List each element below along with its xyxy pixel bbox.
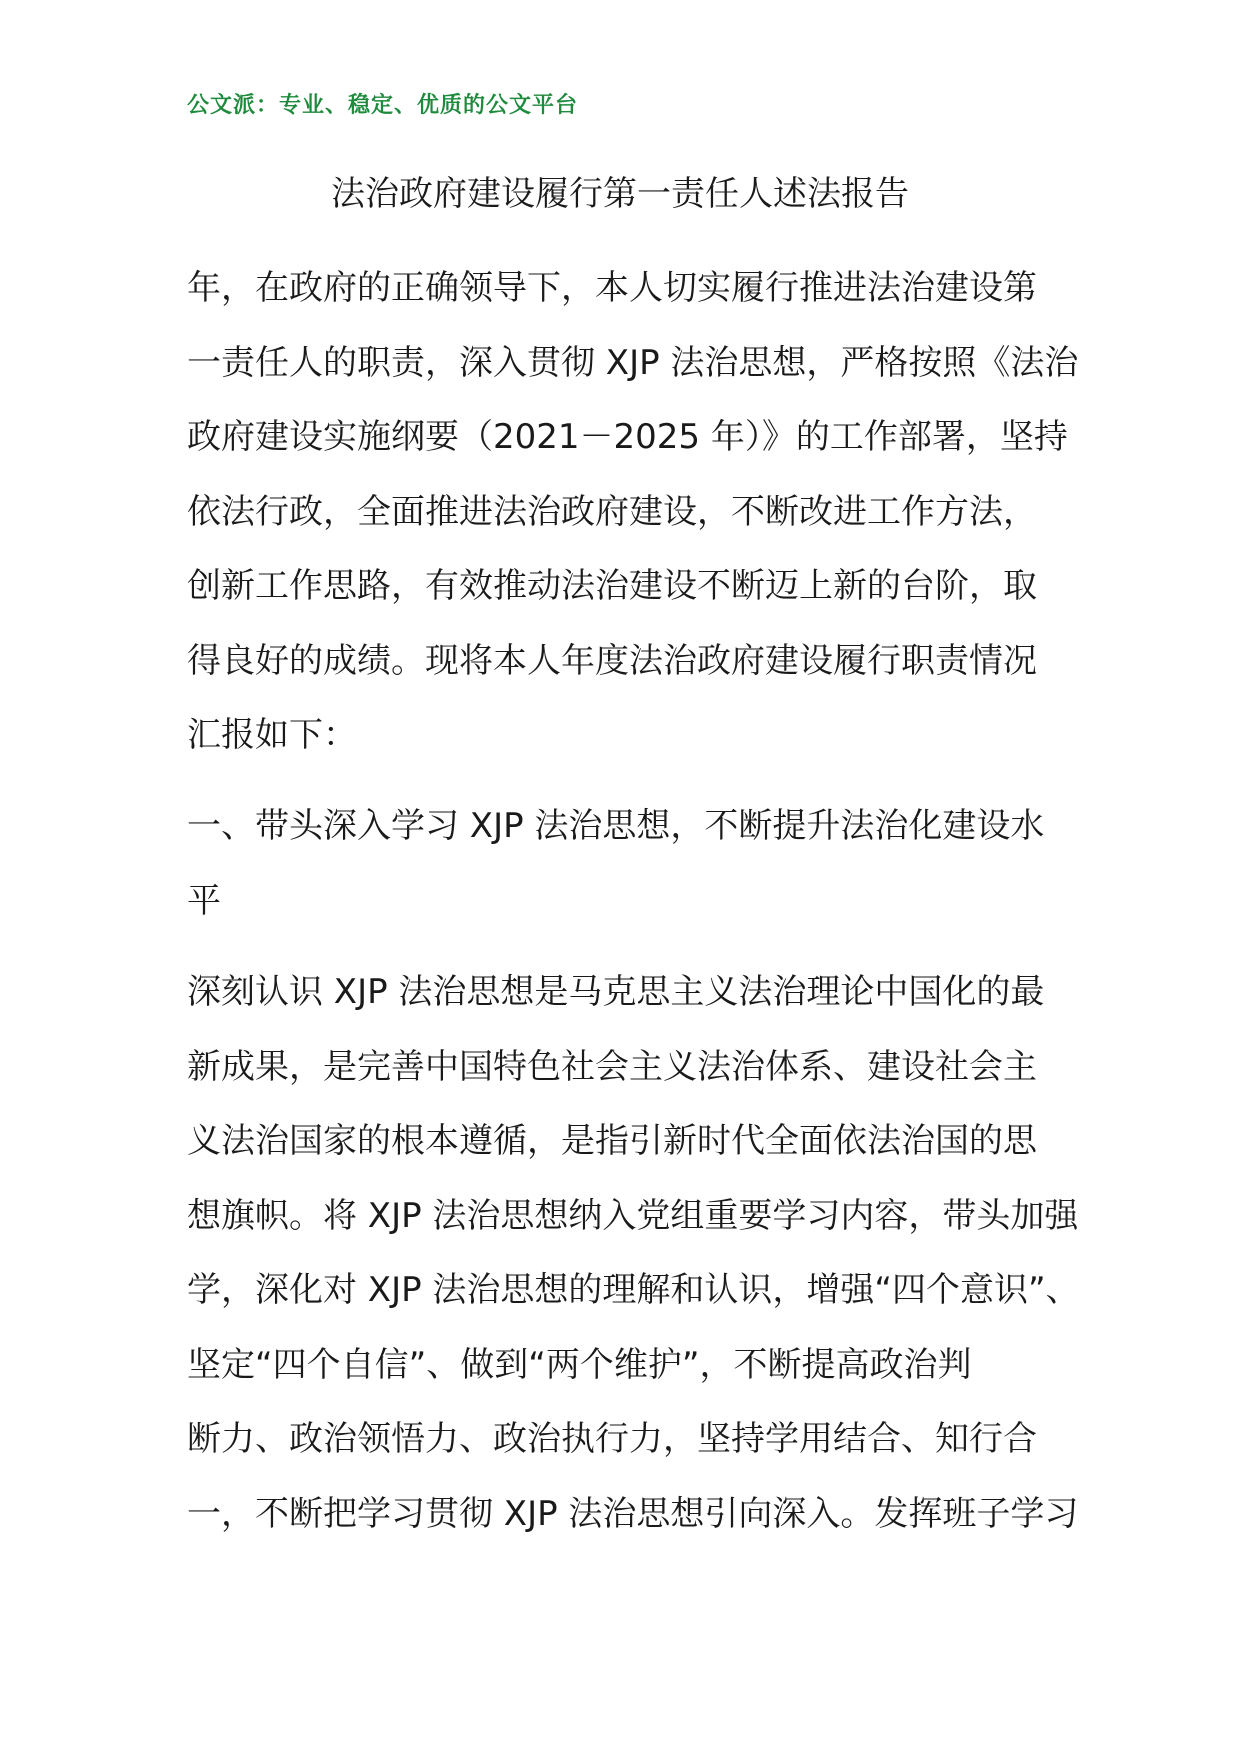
section-heading-1: [187, 789, 1057, 938]
heading-line: 平: [187, 880, 221, 921]
text-line: 创新工作思路，有效推动法治建设不断迈上新的台阶，取: [187, 566, 1037, 606]
text-line: 年，在政府的正确领导下，本人切实履行推进法治建设第: [187, 268, 1037, 308]
heading-line: 一、带头深入学习 XJP 法治思想，不断提升法治化建设水: [187, 806, 1045, 846]
text-line: 一，不断把学习贯彻 XJP 法治思想引向深入。发挥班子学习: [187, 1493, 1079, 1534]
text-line: 想旗帜。将 XJP 法治思想纳入党组重要学习内容，带头加强: [187, 1195, 1079, 1236]
text-line: 得良好的成绩。现将本人年度法治政府建设履行职责情况: [187, 640, 1037, 681]
text-line: 新成果，是完善中国特色社会主义法治体系、建设社会主: [187, 1046, 1037, 1087]
paragraph-intro: [187, 251, 1079, 773]
text-line: 一责任人的职责，深入贯彻 XJP 法治思想，严格按照《法治: [187, 342, 1079, 383]
site-brand-header: 公文派：专业、稳定、优质的公文平台: [187, 93, 579, 118]
text-line: 政府建设实施纲要（2021－2025 年）》的工作部署，坚持: [187, 417, 1068, 457]
text-line: 深刻认识 XJP 法治思想是马克思主义法治理论中国化的最: [187, 972, 1045, 1012]
text-line: 义法治国家的根本遵循，是指引新时代全面依法治国的思: [187, 1121, 1037, 1161]
text-line: 坚定“四个自信”、做到“两个维护”，不断提高政治判: [187, 1344, 972, 1385]
text-line: 学，深化对 XJP 法治思想的理解和认识，增强“四个意识”、: [187, 1270, 1080, 1310]
text-line: 依法行政，全面推进法治政府建设，不断改进工作方法，: [187, 491, 1037, 532]
text-line: 汇报如下：: [187, 715, 357, 755]
document-title: 法治政府建设履行第一责任人述法报告: [331, 174, 909, 214]
text-line: 断力、政治领悟力、政治执行力，坚持学用结合、知行合: [187, 1419, 1037, 1459]
paragraph-section-1: [187, 955, 1080, 1551]
